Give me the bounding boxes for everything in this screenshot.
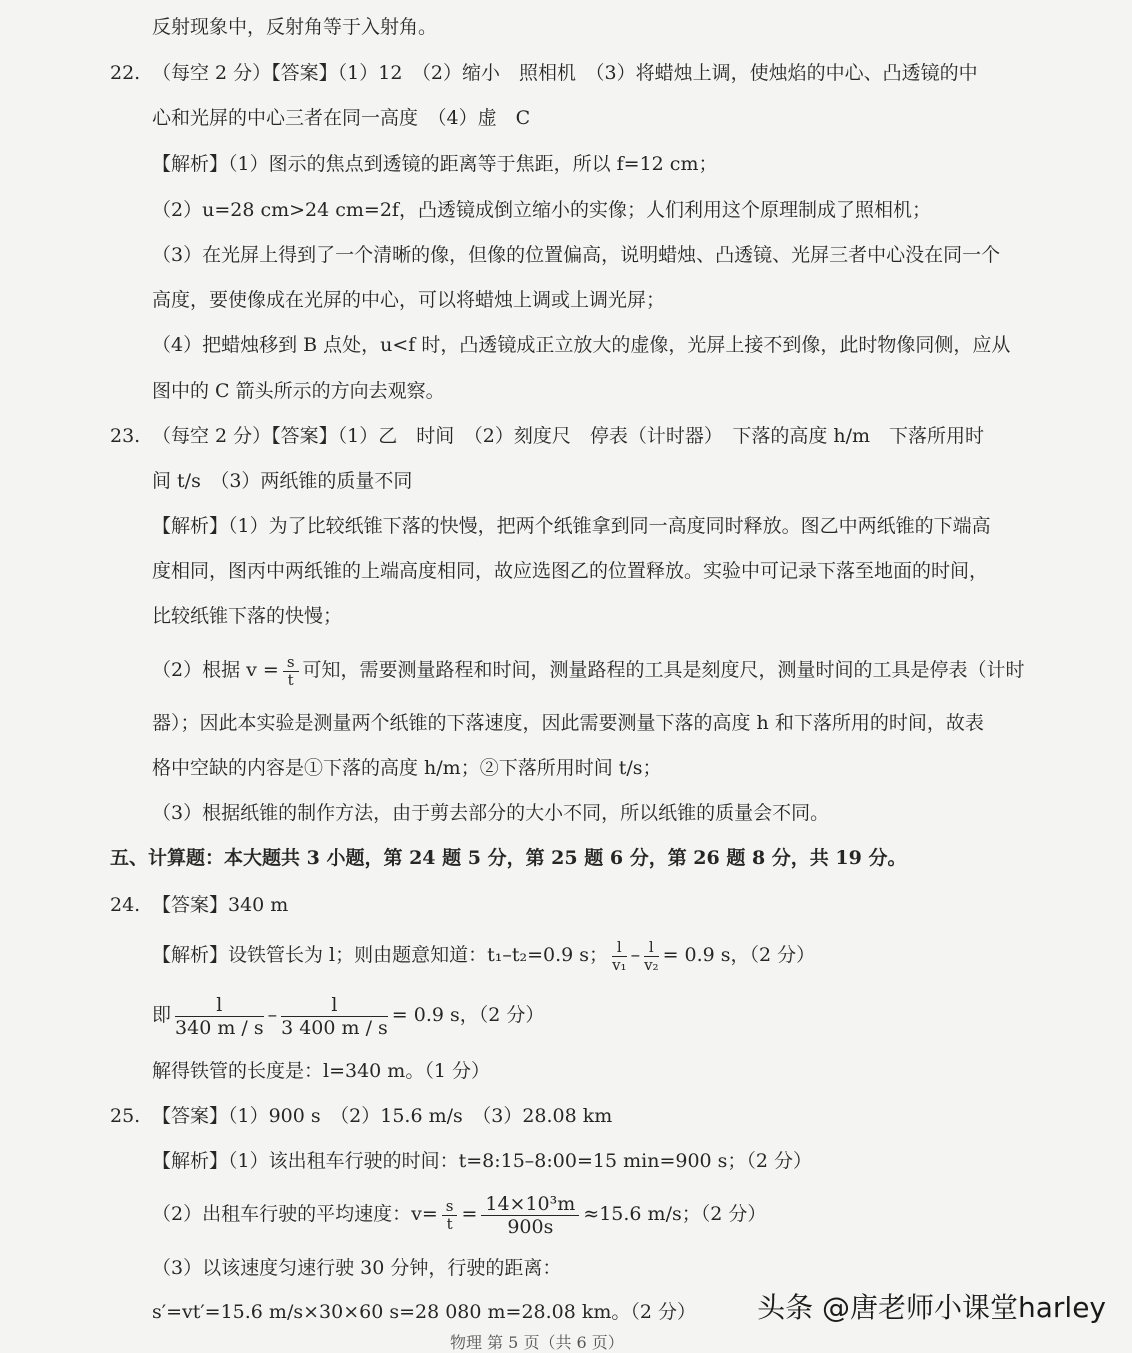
q24-analysis-line-1 [152, 932, 815, 978]
text-segment: ≈15.6 m/s；（2 分） [583, 1203, 767, 1225]
q23-analysis-line-5: 器）；因此本实验是测量两个纸锥的下落速度，因此需要测量下落的高度 h 和下落所用的时间，故表 [152, 712, 984, 734]
question-number-25: 25. [110, 1105, 141, 1127]
formula-prefix: （2）根据 v = [152, 659, 279, 681]
equals-sign: = [461, 1203, 478, 1225]
q23-analysis-line-3: 比较纸锥下落的快慢； [152, 605, 343, 627]
text-segment: 即 [152, 1004, 172, 1026]
text-line: 反射现象中，反射角等于入射角。 [152, 16, 438, 38]
fraction-distance-over-time [481, 1193, 579, 1238]
fraction-denominator: v₂ [644, 955, 659, 974]
fraction-denominator: 3 400 m / s [281, 1016, 388, 1039]
fraction-s-over-t [442, 1198, 458, 1233]
q22-answer-line-2: 心和光屏的中心三者在同一高度 （4）虚 C [152, 107, 531, 129]
fraction-l-over-v1 [612, 939, 627, 974]
fraction-denominator: t [446, 1214, 453, 1233]
q24-answer: 【答案】340 m [152, 894, 289, 916]
question-number-23: 23. [110, 425, 141, 447]
q25-analysis-line-3: （3）以该速度匀速行驶 30 分钟，行驶的距离： [152, 1257, 562, 1279]
q23-analysis-line-6: 格中空缺的内容是①下落的高度 h/m；②下落所用时间 t/s； [152, 757, 662, 779]
q22-analysis-line-6: 图中的 C 箭头所示的方向去观察。 [152, 380, 445, 402]
text-segment: = 0.9 s，（2 分） [391, 1004, 545, 1026]
page-footer: 物理 第 5 页（共 6 页） [450, 1333, 624, 1352]
q22-answer-line-1: （每空 2 分）【答案】（1）12 （2）缩小 照相机 （3）将蜡烛上调，使烛焰的中心、凸透镜的中 [152, 62, 978, 84]
q23-analysis-line-2: 度相同，图丙中两纸锥的上端高度相同，故应选图乙的位置释放。实验中可记录下落至地面的时间， [152, 560, 989, 582]
q23-analysis-line-7: （3）根据纸锥的制作方法，由于剪去部分的大小不同，所以纸锥的质量会不同。 [152, 802, 830, 824]
formula-suffix: 可知，需要测量路程和时间，测量路程的工具是刻度尺，测量时间的工具是停表（计时 [302, 659, 1025, 681]
q22-analysis-line-5: （4）把蜡烛移到 B 点处，u<f 时，凸透镜成正立放大的虚像，光屏上接不到像，此时物像同侧，应从 [152, 334, 1011, 356]
q25-analysis-line-4: s′=vt′=15.6 m/s×30×60 s=28 080 m=28.08 km。（2 分） [152, 1301, 697, 1323]
fraction-numerator: s [442, 1198, 458, 1216]
q24-analysis-line-3: 解得铁管的长度是：l=340 m。（1 分） [152, 1060, 490, 1082]
fraction-numerator: l [281, 994, 388, 1017]
q23-analysis-line-1: 【解析】（1）为了比较纸锥下落的快慢，把两个纸锥拿到同一高度同时释放。图乙中两纸锥的下端高 [152, 515, 991, 537]
text-segment: = 0.9 s，（2 分） [662, 944, 816, 966]
q23-answer-line-2: 间 t/s （3）两纸锥的质量不同 [152, 470, 413, 492]
minus-sign: – [630, 944, 641, 966]
fraction-numerator: l [175, 994, 264, 1017]
q22-analysis-line-3: （3）在光屏上得到了一个清晰的像，但像的位置偏高，说明蜡烛、凸透镜、光屏三者中心没在同一个 [152, 244, 1001, 266]
q22-analysis-line-4: 高度，要使像成在光屏的中心，可以将蜡烛上调或上调光屏； [152, 289, 666, 311]
fraction-l-over-3400 [281, 994, 388, 1039]
watermark: 头条 @唐老师小课堂harley [757, 1291, 1106, 1324]
fraction-numerator: s [283, 654, 299, 672]
question-number-24: 24. [110, 894, 141, 916]
fraction-s-over-t [283, 654, 299, 689]
q25-analysis-line-1: 【解析】（1）该出租车行驶的时间：t=8:15–8:00=15 min=900 s；（2 分） [152, 1150, 813, 1172]
fraction-denominator: v₁ [612, 955, 627, 974]
q22-analysis-line-2: （2）u=28 cm>24 cm=2f，凸透镜成倒立缩小的实像；人们利用这个原理制成了照相机； [152, 199, 931, 221]
text-segment: 【解析】设铁管长为 l；则由题意知道：t₁–t₂=0.9 s； [152, 944, 609, 966]
fraction-numerator: l [612, 939, 627, 957]
q23-answer-line-1: （每空 2 分）【答案】（1）乙 时间 （2）刻度尺 停表（计时器） 下落的高度 h/m 下落所用时 [152, 425, 985, 447]
q24-analysis-line-2 [152, 990, 544, 1040]
q25-answer: 【答案】（1）900 s （2）15.6 m/s （3）28.08 km [152, 1105, 613, 1127]
fraction-denominator: 900s [507, 1215, 554, 1238]
text-segment: （2）出租车行驶的平均速度：v= [152, 1203, 438, 1225]
fraction-denominator: t [287, 670, 294, 689]
q23-analysis-line-4 [152, 648, 1025, 692]
section-title: 五、计算题：本大题共 3 小题，第 24 题 5 分，第 25 题 6 分，第 26 题 8 分，共 19 分。 [110, 847, 907, 869]
minus-sign: – [267, 1004, 278, 1026]
q25-analysis-line-2 [152, 1190, 766, 1238]
question-number-22: 22. [110, 62, 141, 84]
fraction-l-over-340 [175, 994, 264, 1039]
fraction-denominator: 340 m / s [175, 1016, 264, 1039]
q22-analysis-line-1: 【解析】（1）图示的焦点到透镜的距离等于焦距，所以 f=12 cm； [152, 153, 718, 175]
fraction-numerator: 14×10³m [481, 1193, 579, 1216]
fraction-numerator: l [644, 939, 659, 957]
fraction-l-over-v2 [644, 939, 659, 974]
